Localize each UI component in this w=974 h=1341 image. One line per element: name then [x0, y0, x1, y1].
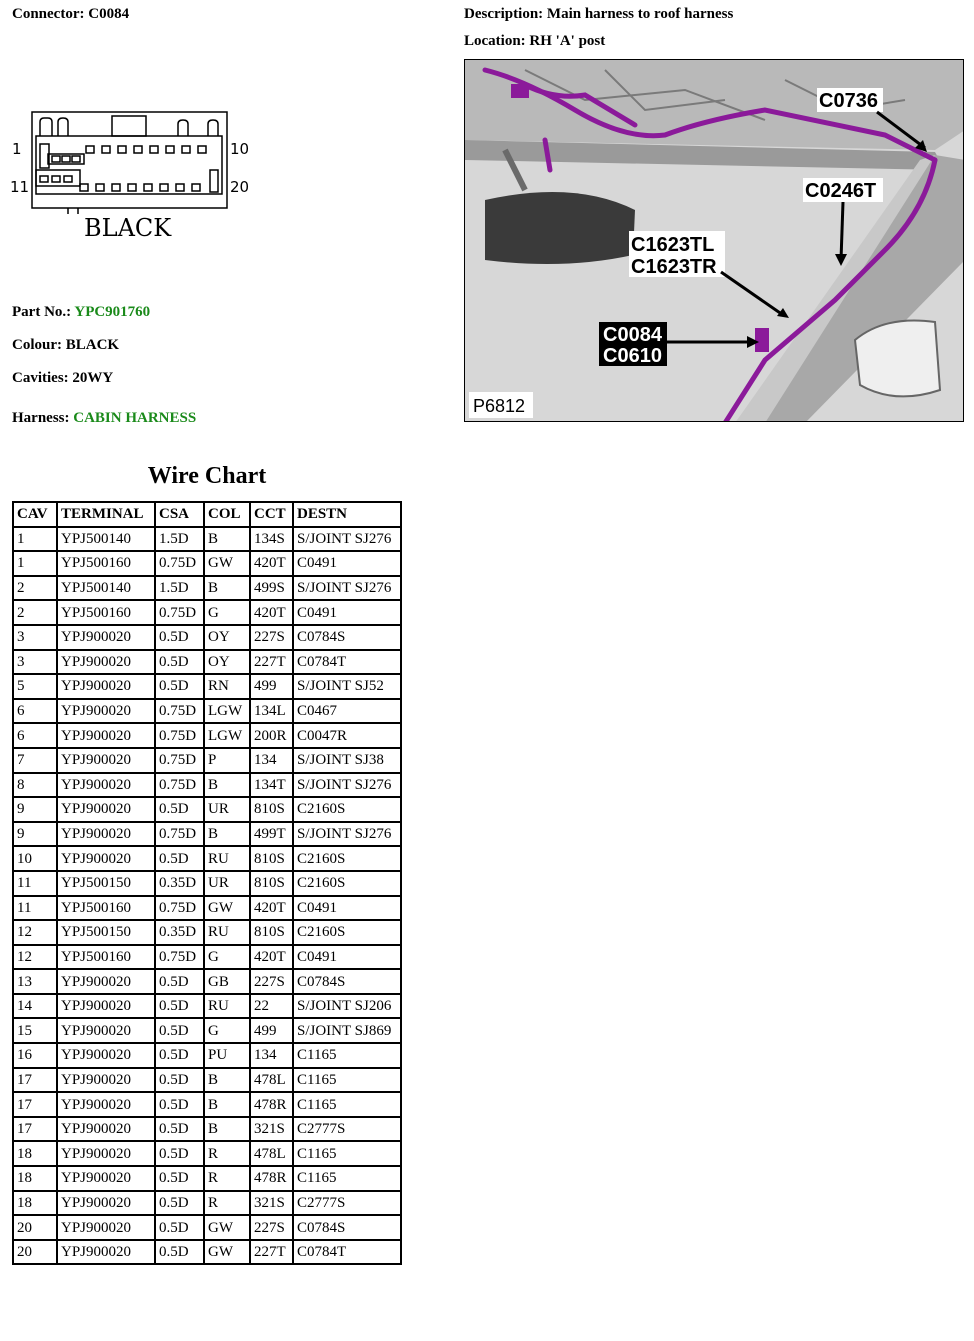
cell-csa: 0.5D	[155, 1018, 204, 1043]
callout-c0610: C0610	[603, 345, 662, 367]
cell-destn: S/JOINT SJ276	[293, 527, 401, 552]
cell-col: RU	[204, 920, 250, 945]
cell-cav: 3	[13, 650, 57, 675]
cell-csa: 0.5D	[155, 625, 204, 650]
cell-csa: 0.75D	[155, 723, 204, 748]
col-header-destn: DESTN	[293, 502, 401, 527]
harness-label: Harness:	[12, 410, 70, 426]
cell-csa: 0.5D	[155, 1166, 204, 1191]
cell-terminal: YPJ900020	[57, 1068, 155, 1093]
cell-terminal: YPJ900020	[57, 674, 155, 699]
cavities-label: Cavities:	[12, 370, 69, 386]
cell-col: B	[204, 1092, 250, 1117]
cell-csa: 0.75D	[155, 822, 204, 847]
connector-field	[12, 6, 129, 23]
photo-reference: P6812	[473, 396, 526, 416]
cell-terminal: YPJ900020	[57, 822, 155, 847]
cell-cav: 12	[13, 920, 57, 945]
cell-col: B	[204, 1068, 250, 1093]
cell-destn: C0784S	[293, 625, 401, 650]
cell-cav: 20	[13, 1240, 57, 1265]
table-row	[13, 797, 401, 822]
cell-destn: C0784T	[293, 1240, 401, 1265]
cell-cav: 9	[13, 822, 57, 847]
col-header-cav: CAV	[13, 502, 57, 527]
cell-col: OY	[204, 650, 250, 675]
cell-destn: C0491	[293, 945, 401, 970]
cell-terminal: YPJ900020	[57, 846, 155, 871]
cell-destn: C0491	[293, 551, 401, 576]
pin-label-10: 10	[230, 140, 250, 158]
cell-col: GW	[204, 551, 250, 576]
cell-csa: 0.75D	[155, 551, 204, 576]
callout-c1623tl: C1623TL	[631, 234, 715, 256]
table-row	[13, 994, 401, 1019]
colour-value: BLACK	[65, 337, 120, 353]
table-header-row	[13, 502, 401, 527]
pin-label-1: 1	[12, 140, 22, 158]
cell-col: B	[204, 527, 250, 552]
cell-col: B	[204, 576, 250, 601]
cell-terminal: YPJ900020	[57, 797, 155, 822]
table-row	[13, 920, 401, 945]
cell-cav: 3	[13, 625, 57, 650]
cell-terminal: YPJ900020	[57, 723, 155, 748]
cell-csa: 1.5D	[155, 576, 204, 601]
cell-terminal: YPJ900020	[57, 1240, 155, 1265]
cell-destn: C2160S	[293, 846, 401, 871]
cell-terminal: YPJ500140	[57, 527, 155, 552]
cell-csa: 0.5D	[155, 1191, 204, 1216]
table-row	[13, 551, 401, 576]
cell-cav: 20	[13, 1215, 57, 1240]
cell-cct: 321S	[250, 1191, 293, 1216]
cell-terminal: YPJ500160	[57, 945, 155, 970]
part-no-field	[12, 304, 150, 321]
cell-col: RU	[204, 994, 250, 1019]
col-header-terminal: TERMINAL	[57, 502, 155, 527]
cell-terminal: YPJ900020	[57, 1117, 155, 1142]
cell-cav: 17	[13, 1068, 57, 1093]
cell-cav: 18	[13, 1166, 57, 1191]
cell-csa: 0.35D	[155, 920, 204, 945]
cell-cct: 134T	[250, 773, 293, 798]
cell-col: GW	[204, 896, 250, 921]
cell-terminal: YPJ900020	[57, 748, 155, 773]
cell-cct: 227T	[250, 650, 293, 675]
cell-cav: 6	[13, 699, 57, 724]
cell-cct: 499	[250, 674, 293, 699]
cell-destn: S/JOINT SJ52	[293, 674, 401, 699]
table-row	[13, 527, 401, 552]
cell-cct: 420T	[250, 600, 293, 625]
table-row	[13, 1141, 401, 1166]
diagram-colour-label: BLACK	[84, 214, 172, 242]
wire-chart-table	[12, 501, 402, 1265]
cell-csa: 0.5D	[155, 1141, 204, 1166]
cell-cct: 420T	[250, 551, 293, 576]
cell-cct: 134	[250, 1043, 293, 1068]
cell-col: R	[204, 1191, 250, 1216]
location-label: Location:	[464, 33, 526, 49]
cell-cav: 11	[13, 896, 57, 921]
cell-csa: 0.5D	[155, 1117, 204, 1142]
table-row	[13, 748, 401, 773]
cell-destn: S/JOINT SJ206	[293, 994, 401, 1019]
location-field	[464, 33, 605, 50]
callout-c0736: C0736	[819, 90, 878, 112]
cell-cav: 13	[13, 969, 57, 994]
cell-terminal: YPJ900020	[57, 1166, 155, 1191]
cell-cct: 200R	[250, 723, 293, 748]
cell-col: OY	[204, 625, 250, 650]
cell-cct: 810S	[250, 871, 293, 896]
cell-destn: S/JOINT SJ869	[293, 1018, 401, 1043]
pin-label-20: 20	[230, 178, 250, 196]
part-no-link[interactable]: YPC901760	[74, 304, 151, 320]
cell-csa: 0.5D	[155, 846, 204, 871]
cell-cct: 227S	[250, 1215, 293, 1240]
cell-destn: C1165	[293, 1068, 401, 1093]
col-header-col: COL	[204, 502, 250, 527]
cell-destn: C0784S	[293, 969, 401, 994]
cell-destn: C1165	[293, 1092, 401, 1117]
table-row	[13, 600, 401, 625]
table-row	[13, 1092, 401, 1117]
cell-col: R	[204, 1166, 250, 1191]
cell-col: RU	[204, 846, 250, 871]
cell-destn: S/JOINT SJ276	[293, 822, 401, 847]
cell-destn: C2777S	[293, 1117, 401, 1142]
cell-col: UR	[204, 871, 250, 896]
connector-label: Connector:	[12, 6, 85, 22]
cell-destn: C0491	[293, 600, 401, 625]
cell-csa: 0.5D	[155, 1215, 204, 1240]
cell-cct: 810S	[250, 797, 293, 822]
cell-csa: 0.5D	[155, 674, 204, 699]
cell-csa: 0.5D	[155, 994, 204, 1019]
cell-cct: 499S	[250, 576, 293, 601]
part-no-label: Part No.:	[12, 304, 72, 320]
table-row	[13, 1117, 401, 1142]
col-header-cct: CCT	[250, 502, 293, 527]
cell-cct: 478R	[250, 1092, 293, 1117]
cell-csa: 0.75D	[155, 945, 204, 970]
cell-col: GW	[204, 1215, 250, 1240]
cell-csa: 0.5D	[155, 1068, 204, 1093]
door-mirror	[855, 320, 940, 396]
cell-col: G	[204, 600, 250, 625]
description-value: Main harness to roof harness	[546, 6, 734, 22]
cell-destn: S/JOINT SJ38	[293, 748, 401, 773]
cell-cav: 1	[13, 527, 57, 552]
cell-cct: 227T	[250, 1240, 293, 1265]
cell-cav: 11	[13, 871, 57, 896]
cell-col: P	[204, 748, 250, 773]
cell-terminal: YPJ900020	[57, 1215, 155, 1240]
cell-csa: 0.75D	[155, 773, 204, 798]
cell-terminal: YPJ500160	[57, 896, 155, 921]
cell-col: GB	[204, 969, 250, 994]
cell-csa: 0.5D	[155, 969, 204, 994]
cell-cav: 6	[13, 723, 57, 748]
cell-destn: C2777S	[293, 1191, 401, 1216]
cell-cct: 810S	[250, 920, 293, 945]
cell-col: GW	[204, 1240, 250, 1265]
cavities-value: 20WY	[72, 370, 114, 386]
cell-col: B	[204, 822, 250, 847]
cell-col: B	[204, 1117, 250, 1142]
cell-terminal: YPJ500160	[57, 600, 155, 625]
cell-cav: 15	[13, 1018, 57, 1043]
table-row	[13, 674, 401, 699]
cell-cct: 134	[250, 748, 293, 773]
table-row	[13, 650, 401, 675]
cell-cct: 134L	[250, 699, 293, 724]
cell-cct: 478L	[250, 1068, 293, 1093]
table-row	[13, 773, 401, 798]
cell-csa: 0.75D	[155, 896, 204, 921]
table-row	[13, 969, 401, 994]
cell-terminal: YPJ900020	[57, 1092, 155, 1117]
cell-terminal: YPJ500150	[57, 871, 155, 896]
col-header-csa: CSA	[155, 502, 204, 527]
harness-link[interactable]: CABIN HARNESS	[73, 410, 197, 426]
cell-cav: 2	[13, 576, 57, 601]
cell-cav: 1	[13, 551, 57, 576]
cell-terminal: YPJ500150	[57, 920, 155, 945]
table-row	[13, 625, 401, 650]
description-label: Description:	[464, 6, 544, 22]
cell-destn: S/JOINT SJ276	[293, 773, 401, 798]
cell-col: LGW	[204, 699, 250, 724]
cavities-field	[12, 370, 113, 387]
connector-face-diagram	[8, 108, 258, 243]
table-row	[13, 871, 401, 896]
cell-cct: 420T	[250, 896, 293, 921]
cell-csa: 0.5D	[155, 797, 204, 822]
harness-field	[12, 410, 196, 427]
table-row	[13, 1240, 401, 1265]
cell-destn: S/JOINT SJ276	[293, 576, 401, 601]
cell-csa: 0.5D	[155, 1043, 204, 1068]
table-row	[13, 576, 401, 601]
callout-c0246t: C0246T	[805, 180, 877, 202]
cell-cav: 2	[13, 600, 57, 625]
colour-field	[12, 337, 119, 354]
cell-cav: 18	[13, 1141, 57, 1166]
cell-cct: 810S	[250, 846, 293, 871]
cell-cav: 18	[13, 1191, 57, 1216]
table-row	[13, 822, 401, 847]
cell-destn: C1165	[293, 1166, 401, 1191]
cell-terminal: YPJ900020	[57, 1018, 155, 1043]
wire-chart-title: Wire Chart	[147, 463, 267, 489]
table-row	[13, 723, 401, 748]
cell-terminal: YPJ900020	[57, 1043, 155, 1068]
cell-csa: 0.5D	[155, 1092, 204, 1117]
cell-csa: 0.75D	[155, 600, 204, 625]
cell-terminal: YPJ900020	[57, 1191, 155, 1216]
callout-c0084: C0084	[603, 324, 662, 346]
cell-col: LGW	[204, 723, 250, 748]
cell-csa: 0.35D	[155, 871, 204, 896]
table-row	[13, 896, 401, 921]
table-row	[13, 1018, 401, 1043]
cell-terminal: YPJ900020	[57, 625, 155, 650]
table-row	[13, 846, 401, 871]
cell-destn: C1165	[293, 1141, 401, 1166]
cell-csa: 0.5D	[155, 1240, 204, 1265]
table-row	[13, 1191, 401, 1216]
cell-cav: 9	[13, 797, 57, 822]
cell-cct: 478L	[250, 1141, 293, 1166]
cell-cct: 478R	[250, 1166, 293, 1191]
cell-destn: C2160S	[293, 797, 401, 822]
callout-c1623tr: C1623TR	[631, 256, 717, 278]
cell-cct: 227S	[250, 969, 293, 994]
cell-col: B	[204, 773, 250, 798]
cell-col: PU	[204, 1043, 250, 1068]
cell-terminal: YPJ900020	[57, 969, 155, 994]
table-row	[13, 945, 401, 970]
cell-cct: 499	[250, 1018, 293, 1043]
cell-destn: C0047R	[293, 723, 401, 748]
cell-destn: C1165	[293, 1043, 401, 1068]
table-row	[13, 1215, 401, 1240]
cell-cct: 134S	[250, 527, 293, 552]
cell-csa: 1.5D	[155, 527, 204, 552]
cell-destn: C0467	[293, 699, 401, 724]
cell-cav: 7	[13, 748, 57, 773]
cell-terminal: YPJ900020	[57, 1141, 155, 1166]
cell-cct: 321S	[250, 1117, 293, 1142]
cell-terminal: YPJ500160	[57, 551, 155, 576]
cell-destn: C0491	[293, 896, 401, 921]
location-value: RH 'A' post	[529, 33, 606, 49]
pin-label-11: 11	[10, 178, 30, 196]
cell-destn: C2160S	[293, 871, 401, 896]
cell-csa: 0.75D	[155, 699, 204, 724]
cell-cav: 16	[13, 1043, 57, 1068]
cell-cav: 5	[13, 674, 57, 699]
table-row	[13, 1068, 401, 1093]
cell-col: G	[204, 945, 250, 970]
rear-view-mirror	[485, 192, 635, 264]
cell-csa: 0.75D	[155, 748, 204, 773]
cell-destn: C0784S	[293, 1215, 401, 1240]
cell-cct: 499T	[250, 822, 293, 847]
cell-terminal: YPJ500140	[57, 576, 155, 601]
cell-terminal: YPJ900020	[57, 650, 155, 675]
cell-cct: 227S	[250, 625, 293, 650]
cell-cav: 17	[13, 1092, 57, 1117]
description-field	[464, 6, 733, 23]
cell-terminal: YPJ900020	[57, 699, 155, 724]
cell-cav: 17	[13, 1117, 57, 1142]
cell-destn: C0784T	[293, 650, 401, 675]
cell-terminal: YPJ900020	[57, 994, 155, 1019]
colour-label: Colour:	[12, 337, 62, 353]
location-photo	[464, 59, 964, 422]
cell-cav: 8	[13, 773, 57, 798]
cell-cct: 420T	[250, 945, 293, 970]
cell-csa: 0.5D	[155, 650, 204, 675]
table-row	[13, 1043, 401, 1068]
wire-chart-body	[13, 527, 401, 1265]
table-row	[13, 699, 401, 724]
cell-col: G	[204, 1018, 250, 1043]
table-row	[13, 1166, 401, 1191]
connector-value: C0084	[88, 6, 130, 22]
cell-col: RN	[204, 674, 250, 699]
cell-cct: 22	[250, 994, 293, 1019]
cell-terminal: YPJ900020	[57, 773, 155, 798]
cell-cav: 12	[13, 945, 57, 970]
cell-cav: 14	[13, 994, 57, 1019]
cell-col: R	[204, 1141, 250, 1166]
cell-col: UR	[204, 797, 250, 822]
cell-destn: C2160S	[293, 920, 401, 945]
cell-cav: 10	[13, 846, 57, 871]
